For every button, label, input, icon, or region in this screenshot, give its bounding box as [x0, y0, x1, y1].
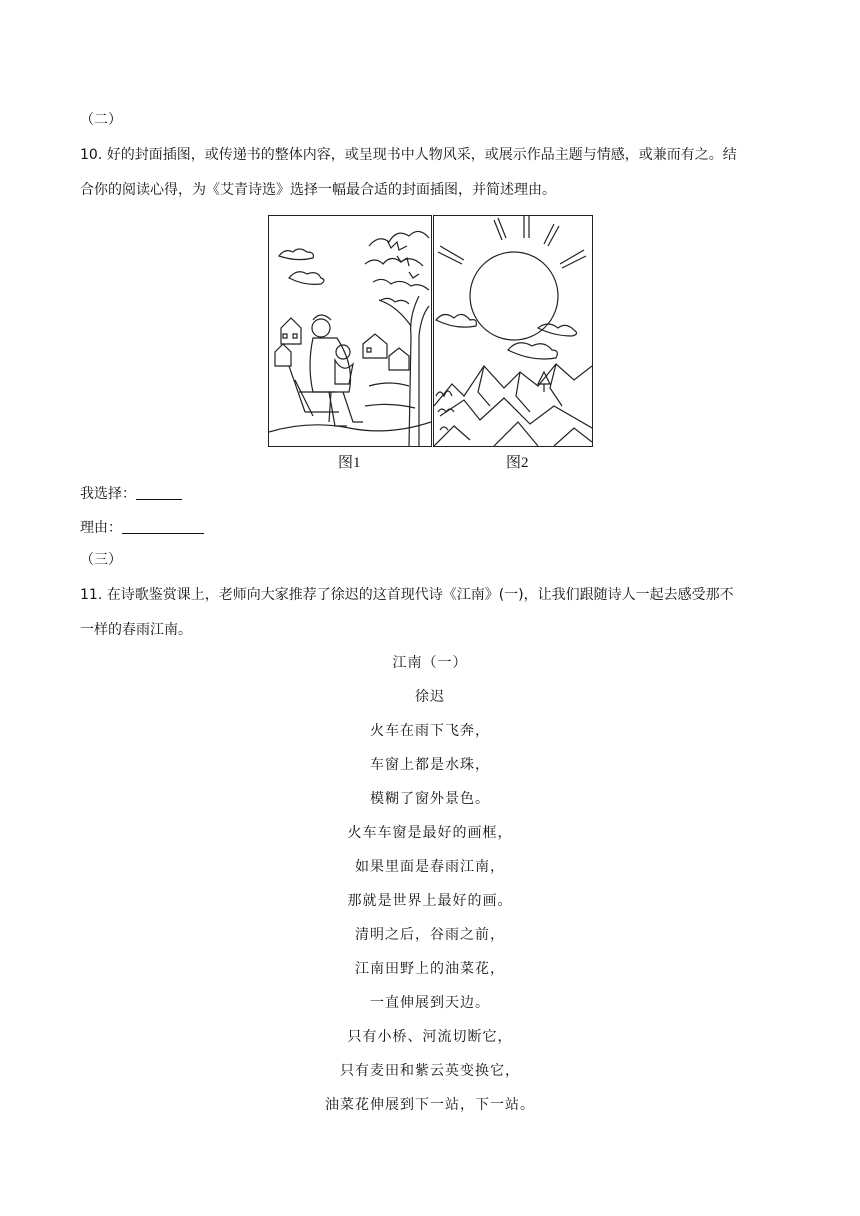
poem-title: 江南（一）	[392, 655, 468, 671]
figure-1-illustration	[268, 215, 432, 447]
poem-line: 江南田野上的油菜花，	[355, 961, 505, 977]
poem-line: 那就是世界上最好的画。	[347, 893, 513, 909]
reason-label: 理由：	[80, 520, 122, 536]
poem-line: 火车车窗是最好的画框，	[347, 825, 513, 841]
choice-blank[interactable]	[136, 485, 182, 500]
section-heading-3: （三）	[80, 552, 122, 568]
question-10-line-1: 10. 好的封面插图，或传递书的整体内容，或呈现书中人物风采，或展示作品主题与情感，或兼而有之。结	[80, 147, 737, 163]
poem-line: 火车在雨下飞奔，	[370, 723, 490, 739]
poem-line: 一直伸展到天边。	[370, 995, 490, 1011]
question-10-line-2: 合你的阅读心得，为《艾青诗选》选择一幅最合适的封面插图，并简述理由。	[80, 182, 556, 198]
poem-line: 清明之后，谷雨之前，	[355, 927, 505, 943]
poem-line: 车窗上都是水珠，	[370, 757, 490, 773]
poem-line: 只有麦田和紫云英变换它，	[340, 1063, 520, 1079]
question-11-line-1: 11. 在诗歌鉴赏课上，老师向大家推荐了徐迟的这首现代诗《江南》(一)，让我们跟随诗人一起去感受那不	[80, 587, 734, 603]
poem-line: 油菜花伸展到下一站，下一站。	[325, 1097, 535, 1113]
figure-2-caption: 图2	[506, 455, 529, 471]
figure-1-caption: 图1	[338, 455, 361, 471]
reason-row	[80, 518, 204, 538]
poem-line: 模糊了窗外景色。	[370, 791, 490, 807]
section-heading-2: （二）	[80, 112, 122, 128]
sun-mountains-scene-icon	[434, 216, 592, 446]
mother-child-tree-scene-icon	[269, 216, 431, 446]
poem-author: 徐迟	[415, 689, 445, 705]
poem-line: 如果里面是春雨江南，	[355, 859, 505, 875]
reason-blank[interactable]	[122, 519, 204, 534]
choice-row	[80, 484, 182, 504]
question-11-line-2: 一样的春雨江南。	[80, 622, 192, 638]
poem-line: 只有小桥、河流切断它，	[347, 1029, 513, 1045]
choice-label: 我选择：	[80, 486, 136, 502]
figure-2-illustration	[433, 215, 593, 447]
